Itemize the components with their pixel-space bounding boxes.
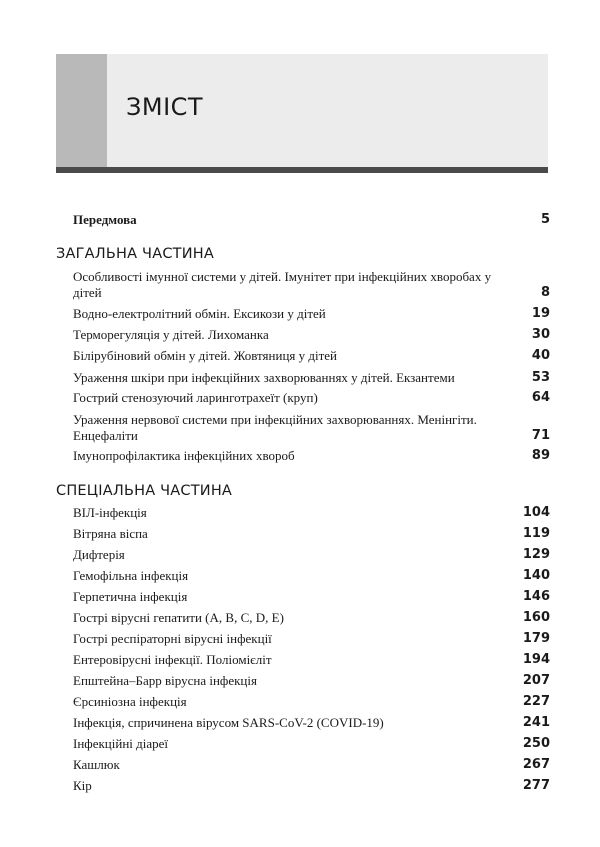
- toc-entry[interactable]: [73, 348, 550, 364]
- toc-entry-page: 277: [522, 778, 550, 793]
- toc-entry-title: Кашлюк: [73, 757, 120, 772]
- toc-entry-title: Єрсиніозна інфекція: [73, 694, 187, 709]
- toc-entry-page: 194: [522, 652, 550, 667]
- toc-entry-page: 64: [531, 390, 550, 405]
- toc-entry[interactable]: [73, 715, 550, 731]
- toc-entry-title: Ураження нервової системи при інфекційних захворюваннях. Менінгіти. Енцефаліти: [73, 412, 477, 443]
- toc-entry-page: 119: [522, 526, 550, 541]
- toc-entry-title: Передмова: [73, 212, 137, 227]
- toc-entry-preface[interactable]: [73, 212, 550, 228]
- toc-entry[interactable]: [73, 448, 550, 464]
- toc-entry[interactable]: [73, 610, 550, 626]
- toc-entry-title: Особливості імунної системи у дітей. Імунітет при інфекційних хворобах у дітей: [73, 269, 492, 300]
- toc-entry-title: Терморегуляція у дітей. Лихоманка: [73, 327, 269, 342]
- section-heading: СПЕЦІАЛЬНА ЧАСТИНА: [56, 483, 233, 499]
- toc-entry-title: Водно-електролітний обмін. Ексикози у дітей: [73, 306, 326, 321]
- toc-entry-page: 19: [531, 306, 550, 321]
- toc-entry[interactable]: [73, 412, 550, 444]
- toc-entry-page: 71: [531, 428, 550, 443]
- toc-entry-title: Ентеровірусні інфекції. Поліомієліт: [73, 652, 272, 667]
- toc-entry-page: 241: [522, 715, 550, 730]
- toc-entry[interactable]: [73, 757, 550, 773]
- toc-entry[interactable]: [73, 306, 550, 322]
- toc-entry-page: 8: [540, 285, 550, 300]
- toc-entry[interactable]: [73, 736, 550, 752]
- toc-entry-title: Дифтерія: [73, 547, 125, 562]
- toc-entry[interactable]: [73, 505, 550, 521]
- toc-entry-page: 179: [522, 631, 550, 646]
- toc-entry-page: 140: [522, 568, 550, 583]
- toc-entry-title: Інфекція, спричинена вірусом SARS-CoV-2 (COVID-19): [73, 715, 384, 730]
- toc-entry-title: Гострі вірусні гепатити (A, B, C, D, E): [73, 610, 284, 625]
- toc-entry[interactable]: [73, 694, 550, 710]
- toc-entry-title: Білірубіновий обмін у дітей. Жовтяниця у дітей: [73, 348, 338, 363]
- toc-entry[interactable]: [73, 390, 550, 406]
- toc-entry[interactable]: [73, 652, 550, 668]
- toc-entry[interactable]: [73, 547, 550, 563]
- toc-entry-page: 89: [531, 448, 550, 463]
- toc-entry-page: 53: [531, 370, 550, 385]
- toc-entry-page: 250: [522, 736, 550, 751]
- toc-entry[interactable]: [73, 269, 550, 301]
- toc-entry-title: Кір: [73, 778, 92, 793]
- toc-entry-page: 5: [540, 212, 550, 227]
- toc-entry-title: Епштейна–Барр вірусна інфекція: [73, 673, 257, 688]
- toc-entry-title: Імунопрофілактика інфекційних хвороб: [73, 448, 295, 463]
- toc-entry[interactable]: [73, 778, 550, 794]
- header-accent-block: [56, 54, 107, 167]
- toc-entry[interactable]: [73, 673, 550, 689]
- toc-entry-title: Гострий стенозуючий ларинготрахеїт (круп): [73, 390, 318, 405]
- toc-entry[interactable]: [73, 526, 550, 542]
- toc-entry[interactable]: [73, 370, 550, 386]
- toc-entry-title: Гострі респіраторні вірусні інфекції: [73, 631, 272, 646]
- toc-entry-page: 40: [531, 348, 550, 363]
- toc-entry-title: Ураження шкіри при інфекційних захворюваннях у дітей. Екзантеми: [73, 370, 455, 385]
- toc-entry-title: Гемофільна інфекція: [73, 568, 189, 583]
- toc-entry-page: 207: [522, 673, 550, 688]
- toc-entry-page: 227: [522, 694, 550, 709]
- toc-entry[interactable]: [73, 589, 550, 605]
- toc-entry-page: 30: [531, 327, 550, 342]
- header-rule: [56, 167, 548, 173]
- toc-entry[interactable]: [73, 568, 550, 584]
- toc-entry-page: 104: [522, 505, 550, 520]
- toc-entry-title: Вітряна віспа: [73, 526, 148, 541]
- toc-entry-page: 146: [522, 589, 550, 604]
- toc-entry-title: Інфекційні діареї: [73, 736, 169, 751]
- toc-entry[interactable]: [73, 631, 550, 647]
- toc-entry-title: ВІЛ-інфекція: [73, 505, 147, 520]
- toc-entry-page: 267: [522, 757, 550, 772]
- toc-entry-title: Герпетична інфекція: [73, 589, 188, 604]
- section-heading: ЗАГАЛЬНА ЧАСТИНА: [56, 246, 214, 262]
- toc-entry-page: 129: [522, 547, 550, 562]
- toc-entry-page: 160: [522, 610, 550, 625]
- toc-entry[interactable]: [73, 327, 550, 343]
- page-title: ЗМІСТ: [126, 93, 204, 121]
